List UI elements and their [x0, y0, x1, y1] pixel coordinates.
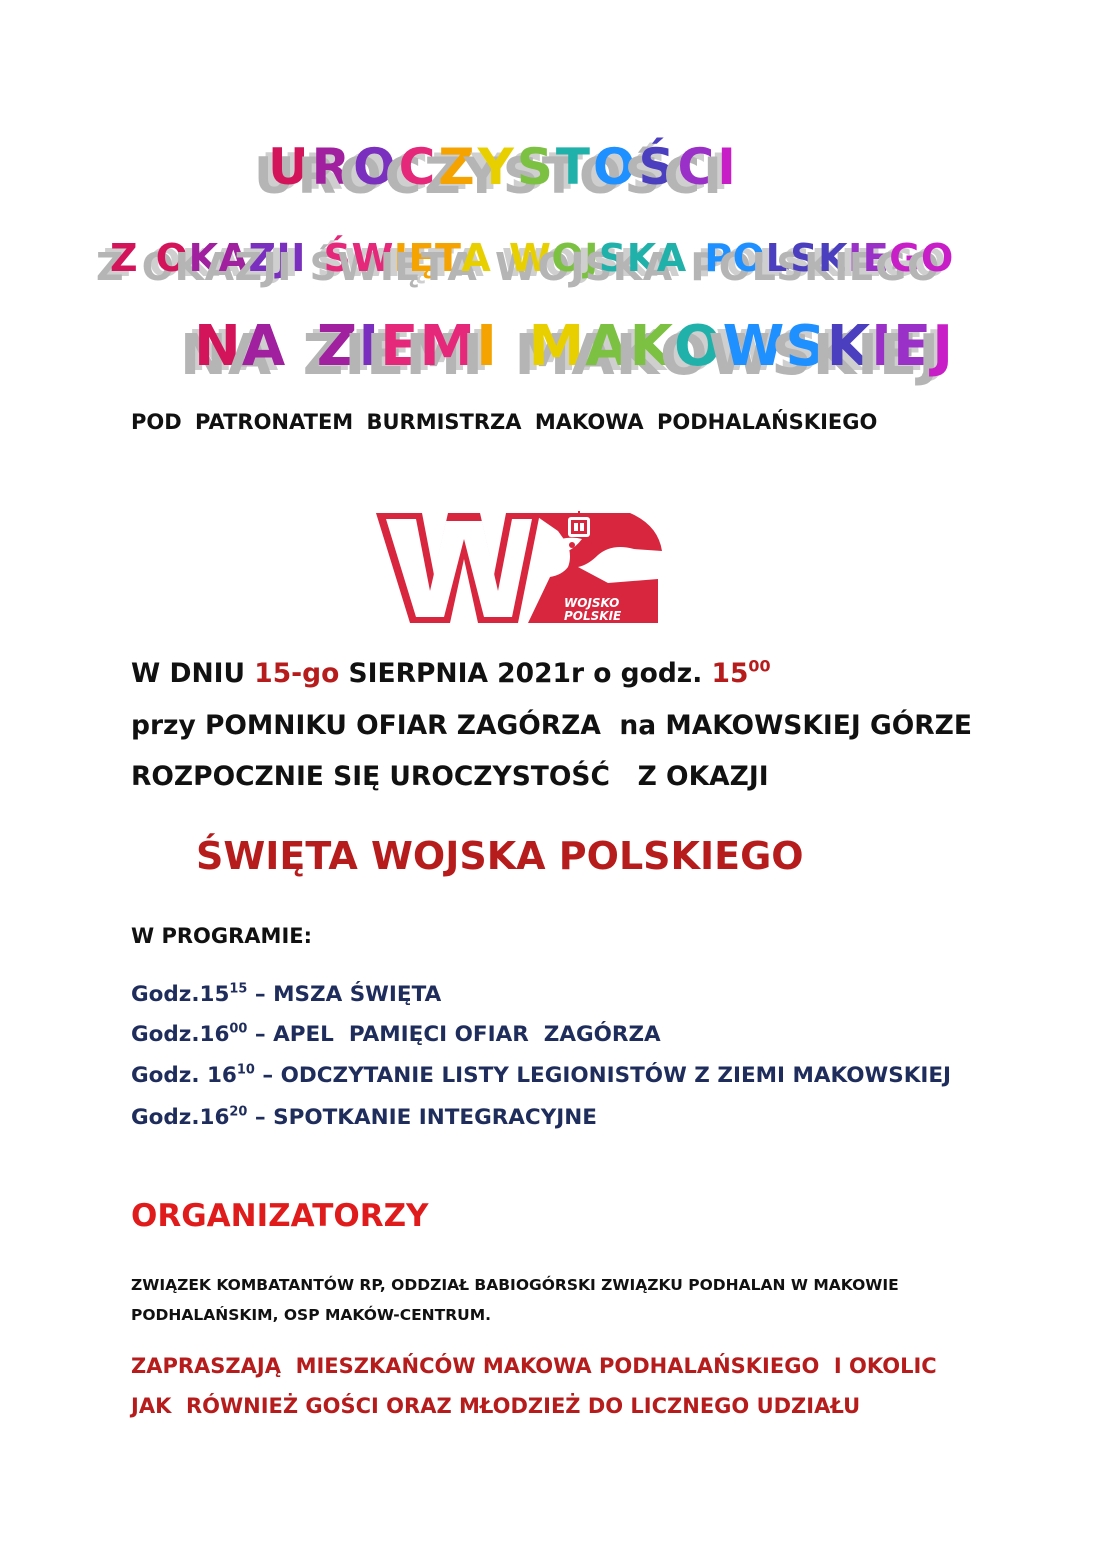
title-letter: L [765, 236, 791, 280]
title-letter: J [584, 236, 599, 280]
title-letter: I [476, 314, 499, 379]
logo-text-polskie: POLSKIE [564, 609, 622, 623]
program-item: $Godz.16^{20}$ – SPOTKANIE INTEGRACYJNE [131, 1104, 597, 1130]
title-letter: M [419, 314, 477, 379]
title-letter: U [268, 138, 312, 196]
title-letter: O [353, 138, 399, 196]
program-item: $Godz.16^{00}$ – APEL PAMIĘCI OFIAR ZAGÓRZA [131, 1021, 661, 1047]
logo-text-wojsko: WOJSKO [564, 596, 620, 610]
date-highlight: 15-go [254, 658, 340, 689]
title-letter: W [351, 236, 394, 280]
title-letter: O [155, 236, 189, 280]
patronage-text: POD PATRONATEM BURMISTRZA MAKOWA PODHALAŃSKIEGO [131, 410, 878, 434]
title-letter: O [592, 138, 639, 196]
title-letter: Z [110, 236, 139, 280]
wojsko-polskie-logo [372, 505, 672, 639]
title-letter: O [551, 236, 585, 280]
title-letter: C [677, 138, 718, 196]
title-letter: K [626, 236, 657, 280]
title-letter: A [656, 236, 687, 280]
title-letter: A [218, 236, 249, 280]
title-letter: Z [316, 314, 359, 379]
title-letter: S [516, 138, 556, 196]
title-letter: S [790, 236, 819, 280]
title-letter: A [585, 314, 630, 379]
title-na-ziemi [194, 314, 954, 379]
title-letter: K [629, 314, 674, 379]
program-item: $Godz.15^{15}$ – MSZA ŚWIĘTA [131, 981, 442, 1007]
title-letter: Z [248, 236, 277, 280]
title-letter: I [358, 314, 381, 379]
title-letter: O [674, 314, 723, 379]
title-letter: J [276, 236, 292, 280]
title-letter: O [920, 236, 954, 280]
announcement-start-line: ROZPOCZNIE SIĘ UROCZYSTOŚĆ Z OKAZJI [131, 761, 769, 792]
title-letter: R [311, 138, 354, 196]
organizers-text: ZWIĄZEK KOMBATANTÓW RP, ODDZIAŁ BABIOGÓRSKI ZWIĄZKU PODHALAN W MAKOWIE PODHALAŃSKIM, OSP MAKÓW-CENTRUM. [131, 1276, 899, 1324]
title-letter: I [717, 138, 739, 196]
title-letter: W [509, 236, 552, 280]
title-letter: I [871, 314, 893, 379]
invitation-line-1: ZAPRASZAJĄ MIESZKAŃCÓW MAKOWA PODHALAŃSKIEGO I OKOLIC [131, 1354, 937, 1378]
announcement-date-line: W DNIU 15-go SIERPNIA 2021r o godz. $15^{00}$ [131, 656, 771, 689]
title-letter: Y [477, 138, 517, 196]
title-letter: I [393, 236, 409, 280]
title-z-okazji [110, 236, 954, 280]
program-item: Godz. $16^{10}$ – ODCZYTANIE LISTY LEGIONISTÓW Z ZIEMI MAKOWSKIEJ [131, 1062, 952, 1088]
logo-w-letter [376, 513, 540, 623]
title-letter: N [194, 314, 242, 379]
title-letter: A [461, 236, 492, 280]
invitation-line-2: JAK RÓWNIEŻ GOŚCI ORAZ MŁODZIEŻ DO LICZNEGO UDZIAŁU [131, 1394, 861, 1418]
title-letter: I [848, 236, 863, 280]
title-letter: C [398, 138, 439, 196]
organizers-heading: ORGANIZATORZY [131, 1198, 429, 1234]
title-letter: K [826, 314, 872, 379]
title-letter: G [889, 236, 921, 280]
title-uroczystosci [268, 138, 739, 196]
title-letter: E [892, 314, 933, 379]
announcement-place-line: przy POMNIKU OFIAR ZAGÓRZA na MAKOWSKIEJ GÓRZE [131, 710, 972, 741]
title-letter: E [380, 314, 420, 379]
title-letter: P [704, 236, 733, 280]
title-letter: K [818, 236, 849, 280]
title-letter: S [785, 314, 827, 379]
title-letter: K [188, 236, 219, 280]
title-letter: Ś [323, 236, 352, 280]
title-letter: J [932, 314, 955, 379]
title-letter: T [555, 138, 593, 196]
title-letter: W [722, 314, 786, 379]
title-letter: Ś [638, 138, 678, 196]
hour-highlight: $15^{00}$ [711, 656, 771, 689]
feast-heading: ŚWIĘTA WOJSKA POLSKIEGO [196, 834, 804, 878]
title-letter: A [241, 314, 287, 379]
title-letter: M [528, 314, 586, 379]
title-letter: E [862, 236, 890, 280]
title-letter: S [598, 236, 627, 280]
title-letter: Ę [408, 236, 435, 280]
title-letter: I [291, 236, 306, 280]
title-letter: Z [438, 138, 478, 196]
program-heading: W PROGRAMIE: [131, 924, 313, 948]
title-letter: T [434, 236, 462, 280]
title-letter: O [732, 236, 766, 280]
